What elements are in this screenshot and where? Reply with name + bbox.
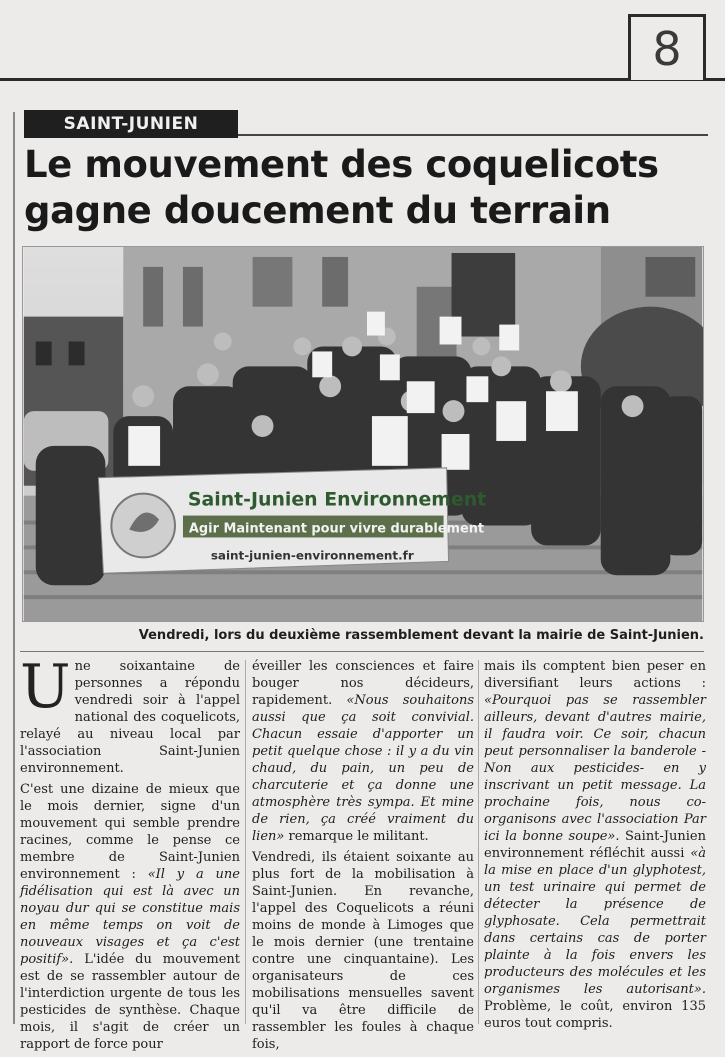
association-banner xyxy=(98,468,486,573)
article-photo xyxy=(22,246,704,622)
article-column-1 xyxy=(20,652,240,1057)
banner-slogan: Agir Maintenant pour vivre durablement xyxy=(188,521,485,537)
drop-cap: U xyxy=(20,652,71,722)
article-headline xyxy=(24,142,714,234)
banner-title: Saint-Junien Environnement xyxy=(187,488,487,511)
quote: «Nous souhaitons aussi que ça soit convivial. Chacun essaie d'apporter un petit quelque chose : il y a du vin chaud, du pain, un peu de charcuterie et ça donne une atmosphère très sympa. Et mine de rien, ça créé vraiment du lien» xyxy=(252,693,475,844)
photo-caption: Vendredi, lors du deuxième rassemblement devant la mairie de Saint-Junien. xyxy=(138,628,704,643)
quote: «Il y a une fidélisation qui est là avec un noyau dur qui se constitue mais en même temps on voit de nouveaux visages et ça c'est positif». xyxy=(20,867,240,967)
paragraph: mais ils comptent bien peser en diversifiant leurs actions : «Pourquoi pas se rassembler ailleurs, devant d'autres mairie, il faudra voir. Ce soir, chacun peut personnaliser la banderole -Non aux pesticides- en y inscrivant un petit message. La prochaine fois, nous co-organisons avec l'association Par ici la bonne soupe». Saint-Junien environnement réfléchit aussi «à la mise en place d'un glyphotest, un test urinaire qui permet de détecter la présence de glyphosate. Cela permettrait dans certains cas de porter plainte à la fois envers les producteurs des molécules et les organismes les autorisant». Problème, le coût, environ 135 euros tout compris. xyxy=(484,659,706,1031)
column-divider xyxy=(245,660,246,1024)
paragraph: éveiller les consciences et faire bouger nos décideurs, rapidement. «Nous souhaitons aussi que ça soit convivial. Chacun essaie d'apporter un petit quelque chose : il y a du vin chaud, du pain, un peu de charcuterie et ça donne une atmosphère très sympa. Et mine de rien, ça créé vraiment du lien» remarque le militant. xyxy=(252,659,475,844)
top-rule xyxy=(0,78,725,81)
quote: «à la mise en place d'un glyphotest, un test urinaire qui permet de détecter la présence de glyphosate. Cela permettrait dans certains cas de porter plainte à la fois envers les producteurs des molécules et les organismes les autorisant». xyxy=(484,846,706,997)
paragraph: Une soixantaine de personnes a répondu vendredi soir à l'appel national des coquelicots, relayé au niveau local par l'association Saint-Junien environnement. xyxy=(20,652,240,776)
paragraph: C'est une dizaine de mieux que le mois dernier, signe d'un mouvement qui semble prendre racines, comme le pense ce membre de Saint-Junien environnement : «Il y a une fidélisation qui est là avec un noyau dur qui se constitue mais en même temps on voit de nouveaux visages et ça c'est positif». L'idée du mouvement est de se rassembler autour de l'interdiction urgente de tous les pesticides de synthèse. Chaque mois, il s'agit de créer un rapport de force pour xyxy=(20,782,240,1052)
kicker-rule xyxy=(238,134,708,136)
left-margin-rule xyxy=(13,112,15,1024)
paragraph: Vendredi, ils étaient soixante au plus fort de la mobilisation à Saint-Junien. En revanche, l'appel des Coquelicots a réuni moins de monde à Limoges que le mois dernier (une trentaine contre une cinquantaine). Les organisateurs de ces mobilisations mensuelles savent qu'il va être difficile de rassembler les foules à chaque fois, xyxy=(252,850,474,1052)
article-column-2 xyxy=(252,658,474,1057)
caption-rule xyxy=(20,651,704,652)
page-number: 8 xyxy=(628,14,706,80)
banner-url: saint-junien-environnement.fr xyxy=(210,548,414,563)
quote: «Pourquoi pas se rassembler ailleurs, devant d'autres mairie, il faudra voir. Ce soir, chacun peut personnaliser la banderole -Non aux pesticides- en y inscrivant un petit message. La prochaine fois, nous co-organisons avec l'association Par ici la bonne soupe». xyxy=(484,693,706,844)
column-divider xyxy=(478,660,479,1024)
headline-line-1: Le mouvement des coquelicots xyxy=(24,143,659,186)
section-kicker: SAINT-JUNIEN xyxy=(24,110,238,138)
article-column-3 xyxy=(484,658,706,1036)
headline-line-2: gagne doucement du terrain xyxy=(24,189,611,232)
